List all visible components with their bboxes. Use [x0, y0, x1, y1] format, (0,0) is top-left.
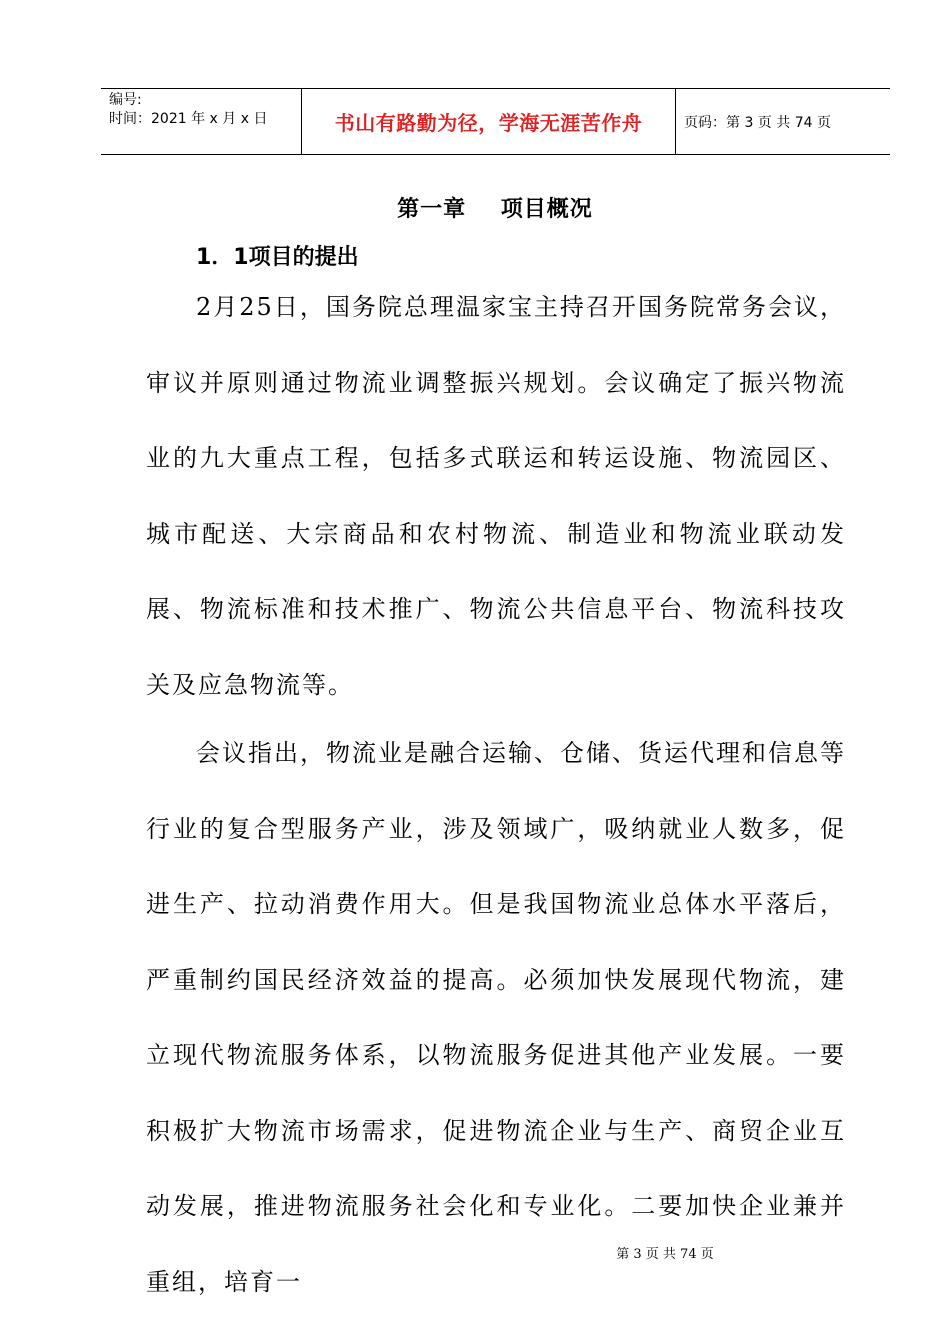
header-motto: 书山有路勤为径，学海无涯苦作舟	[334, 111, 643, 135]
header-meta	[109, 91, 299, 129]
chapter-title: 第一章 项目概况	[397, 197, 593, 222]
body-paragraph: 2月25日，国务院总理温家宝主持召开国务院常务会议，审议并原则通过物流业调整振兴规划。会议确定了振兴物流业的九大重点工程，包括多式联运和转运设施、物流园区、城市配送、大宗商品和农村物流、制造业和物流业联动发展、物流标准和技术推广、物流公共信息平台、物流科技攻关及应急物流等。	[146, 293, 846, 699]
document-header	[101, 88, 890, 155]
body-paragraph: 会议指出，物流业是融合运输、仓储、货运代理和信息等行业的复合型服务产业，涉及领域广，吸纳就业人数多，促进生产、拉动消费作用大。但是我国物流业总体水平落后，严重制约国民经济效益的提高。必须加快发展现代物流，建立现代物流服务体系，以物流服务促进其他产业发展。一要积极扩大物流市场需求，促进物流企业与生产、商贸企业互动发展，推进物流服务社会化和专业化。二要加快企业兼并重组，培育一	[146, 739, 846, 1296]
page-footer: 第 3 页 共 74 页	[616, 1247, 714, 1262]
header-page-info: 页码：第 3 页 共 74 页	[684, 114, 831, 131]
header-time-label: 时间：2021 年 x 月 x 日	[109, 111, 268, 127]
header-number-label: 编号:	[109, 92, 142, 108]
section-title: 1．1项目的提出	[196, 245, 359, 270]
